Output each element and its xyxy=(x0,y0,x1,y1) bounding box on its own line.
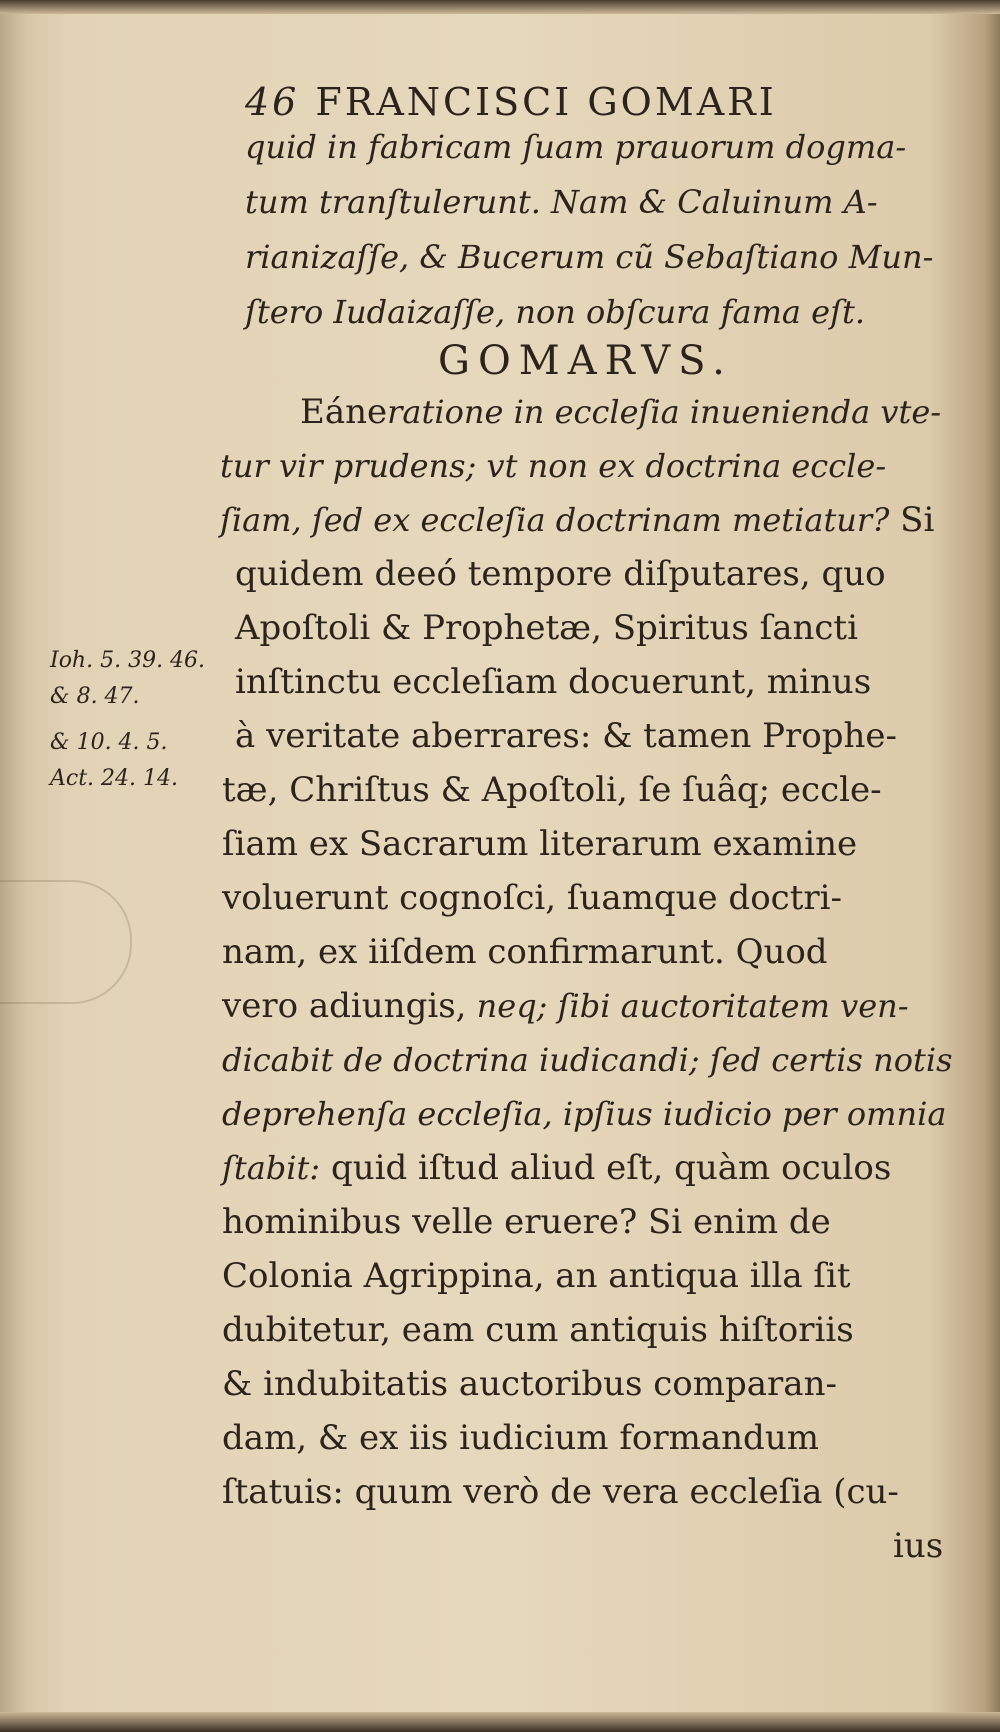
text-line: à veritate aberrares: & tamen Prophe- xyxy=(235,716,898,756)
text-line: quidem deeó tempore diſputares, quo xyxy=(235,554,886,594)
speaker-heading: GOMARVS. xyxy=(438,338,733,384)
text-line: ſtatuis: quum verò de vera eccleſia (cu- xyxy=(222,1472,899,1512)
page-bottom-edge xyxy=(0,1712,1000,1732)
running-title: FRANCISCI GOMARI xyxy=(315,80,777,124)
paper-fold-mark xyxy=(0,880,132,1004)
margin-note: Act. 24. 14. xyxy=(50,766,179,791)
text-line: voluerunt cognoſci, ſuamque doctri- xyxy=(222,878,842,918)
text-line: ſiam ex Sacrarum literarum examine xyxy=(222,824,858,864)
text-line: inſtinctu eccleſiam docuerunt, minus xyxy=(235,662,872,702)
margin-note: & 8. 47. xyxy=(50,684,140,709)
text-line: nam, ex iiſdem confirmarunt. Quod xyxy=(222,932,828,972)
text-line: tum tranſtulerunt. Nam & Caluinum A- xyxy=(245,183,878,221)
text-line: deprehenſa eccleſia, ipſius iudicio per omnia xyxy=(222,1095,947,1133)
page-top-edge xyxy=(0,0,1000,14)
text-line: Apoſtoli & Prophetæ, Spiritus ſancti xyxy=(235,608,858,648)
text-line: hominibus velle eruere? Si enim de xyxy=(222,1202,831,1242)
running-head xyxy=(245,80,865,124)
text-line: ſtero Iudaizaſſe, non obſcura fama eſt. xyxy=(245,293,865,331)
text-line: ſtabit: quid iſtud aliud eſt, quàm oculos xyxy=(222,1148,892,1188)
text-line: Eáneratione in eccleſia inuenienda vte- xyxy=(300,392,942,432)
text-line: dam, & ex iis iudicium formandum xyxy=(222,1418,819,1458)
text-line: dicabit de doctrina iudicandi; ſed certis notis xyxy=(222,1041,953,1079)
margin-note: & 10. 4. 5. xyxy=(50,730,168,755)
page-number: 46 xyxy=(245,80,300,124)
text-line: rianizaſſe, & Bucerum cũ Sebaſtiano Mun- xyxy=(245,238,934,276)
margin-note: Ioh. 5. 39. 46. xyxy=(50,648,206,673)
text-line: tæ, Chriſtus & Apoſtoli, ſe ſuâq; eccle- xyxy=(222,770,882,810)
text-line: & indubitatis auctoribus comparan- xyxy=(222,1364,837,1404)
catchword: ius xyxy=(893,1526,944,1566)
text-line: tur vir prudens; vt non ex doctrina eccle- xyxy=(220,447,887,485)
text-line: ſiam, ſed ex eccleſia doctrinam metiatur? Si xyxy=(220,500,935,540)
text-line: dubitetur, eam cum antiquis hiſtoriis xyxy=(222,1310,854,1350)
text-line: vero adiungis, neq; ſibi auctoritatem ven- xyxy=(222,986,909,1026)
text-line: Colonia Agrippina, an antiqua illa ſit xyxy=(222,1256,851,1296)
text-line: quid in fabricam ſuam prauorum dogma- xyxy=(245,128,907,166)
